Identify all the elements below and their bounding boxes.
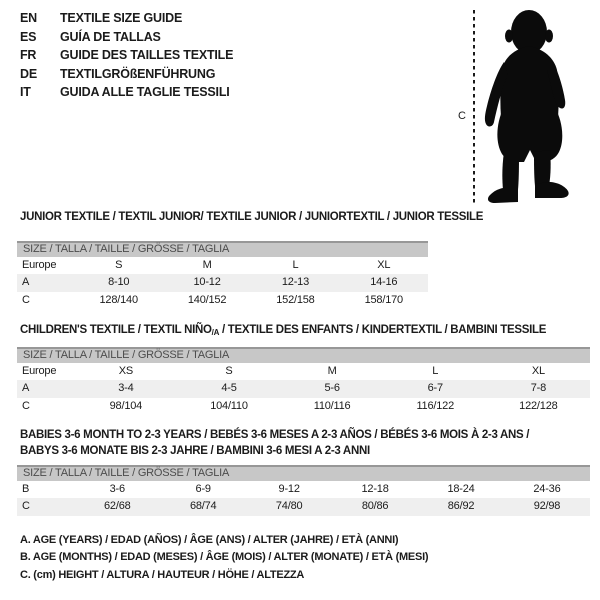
children-title-subscript: /A — [211, 328, 220, 337]
row-label: C — [22, 293, 30, 306]
children-title-pre: CHILDREN'S TEXTILE / TEXTIL NIÑO — [20, 324, 212, 336]
table-cell: 80/86 — [361, 500, 389, 513]
table-cell: 158/170 — [364, 293, 403, 306]
table-cell: L — [292, 259, 299, 271]
table-cell: 128/140 — [99, 293, 138, 306]
table-cell: 3-6 — [109, 483, 125, 495]
size-header-bar: SIZE / TALLA / TAILLE / GRÖSSE / TAGLIA — [17, 465, 590, 481]
table-row — [17, 363, 590, 380]
table-cell: 10-12 — [193, 276, 221, 289]
language-row — [20, 83, 233, 102]
baby-silhouette-figure — [450, 2, 600, 214]
row-label: B — [22, 483, 30, 495]
table-cell: 98/104 — [109, 399, 143, 412]
language-row — [20, 9, 233, 28]
language-row — [20, 46, 233, 65]
table-cell: S — [225, 365, 233, 377]
table-cell: 92/98 — [533, 500, 561, 513]
table-cell: 140/152 — [187, 293, 227, 306]
table-cell: 5-6 — [324, 382, 340, 395]
table-cell: 4-5 — [221, 382, 237, 395]
table-cell: 74/80 — [275, 500, 303, 513]
guide-title: GUIDE DES TAILLES TEXTILE — [60, 48, 234, 62]
table-cell: 7-8 — [530, 382, 547, 395]
table-row — [17, 274, 428, 291]
table-cell: 14-16 — [370, 276, 398, 289]
table-cell: 152/158 — [276, 293, 315, 306]
row-label: A — [22, 276, 30, 289]
table-row — [17, 292, 428, 309]
table-cell: XL — [531, 365, 545, 377]
legend-line-a: A. AGE (YEARS) / EDAD (AÑOS) / ÂGE (ANS) / ALTER (JAHRE) / ETÀ (ANNI) — [20, 534, 399, 546]
table-cell: 24-36 — [533, 483, 561, 495]
row-label: A — [22, 382, 30, 395]
baby-silhouette — [485, 10, 569, 203]
language-code: EN — [20, 11, 37, 25]
table-cell: 12-18 — [361, 483, 389, 495]
language-row — [20, 28, 233, 47]
table-row — [17, 498, 590, 515]
table-cell: 110/116 — [313, 399, 351, 412]
table-cell: 104/110 — [210, 399, 248, 412]
guide-title: GUÍA DE TALLAS — [60, 29, 161, 44]
table-cell: 122/128 — [519, 399, 558, 412]
babies-size-table — [17, 465, 590, 516]
guide-title: TEXTILGRÖßENFÜHRUNG — [60, 66, 216, 81]
junior-table-title: JUNIOR TEXTILE / TEXTIL JUNIOR/ TEXTILE JUNIOR / JUNIORTEXTIL / JUNIOR TESSILE — [20, 211, 484, 223]
table-cell: XL — [377, 259, 391, 271]
table-cell: 62/68 — [104, 500, 131, 513]
height-label-c: C — [458, 110, 466, 122]
table-cell: 116/122 — [416, 399, 454, 412]
babies-table-title — [20, 428, 529, 459]
table-row — [17, 398, 590, 415]
language-code: FR — [20, 48, 37, 62]
children-table-title — [20, 324, 546, 337]
language-row — [20, 65, 233, 84]
legend-line-b: B. AGE (MONTHS) / EDAD (MESES) / ÂGE (MOIS) / ALTER (MONATE) / ETÀ (MESI) — [20, 551, 429, 564]
table-row — [17, 481, 590, 498]
language-code: IT — [20, 85, 31, 99]
legend-line-c: C. (cm) HEIGHT / ALTURA / HAUTEUR / HÖHE / ALTEZZA — [20, 568, 305, 581]
table-cell: XS — [118, 365, 133, 377]
guide-title: TEXTILE SIZE GUIDE — [60, 11, 183, 25]
table-cell: 6-7 — [427, 382, 443, 395]
table-cell: 9-12 — [278, 483, 300, 495]
table-cell: 86/92 — [447, 500, 475, 513]
table-row — [17, 257, 428, 274]
guide-title: GUIDA ALLE TAGLIE TESSILI — [60, 85, 230, 99]
row-label: C — [22, 399, 30, 412]
table-cell: 6-9 — [195, 483, 211, 495]
table-cell: 3-4 — [118, 382, 134, 395]
table-row — [17, 380, 590, 397]
babies-title-line1: BABIES 3-6 MONTH TO 2-3 YEARS / BEBÉS 3-6 MESES A 2-3 AÑOS / BÉBÉS 3-6 MOIS À 2-3 ANS / — [20, 429, 530, 441]
junior-size-table — [17, 241, 428, 309]
language-title-list — [20, 9, 233, 102]
table-cell: M — [327, 365, 337, 377]
size-header-bar: SIZE / TALLA / TAILLE / GRÖSSE / TAGLIA — [17, 347, 590, 363]
table-cell: L — [432, 365, 439, 377]
table-cell: 68/74 — [189, 500, 217, 513]
row-label: Europe — [22, 259, 57, 271]
children-title-post: / TEXTILE DES ENFANTS / KINDERTEXTIL / BAMBINI TESSILE — [219, 324, 547, 336]
table-cell: 8-10 — [108, 276, 130, 289]
babies-title-line2: BABYS 3-6 MONATE BIS 2-3 JAHRE / BAMBINI 3-6 MESI A 2-3 ANNI — [20, 444, 370, 457]
table-cell: 18-24 — [447, 483, 475, 495]
row-label: Europe — [22, 365, 57, 377]
language-code: DE — [20, 66, 37, 81]
language-code: ES — [20, 29, 37, 44]
table-cell: S — [115, 259, 123, 271]
measure-legend — [20, 532, 428, 584]
table-cell: M — [202, 259, 212, 271]
row-label: C — [22, 500, 30, 513]
size-header-bar: SIZE / TALLA / TAILLE / GRÖSSE / TAGLIA — [17, 241, 428, 257]
children-size-table — [17, 347, 590, 415]
table-cell: 12-13 — [281, 276, 309, 289]
